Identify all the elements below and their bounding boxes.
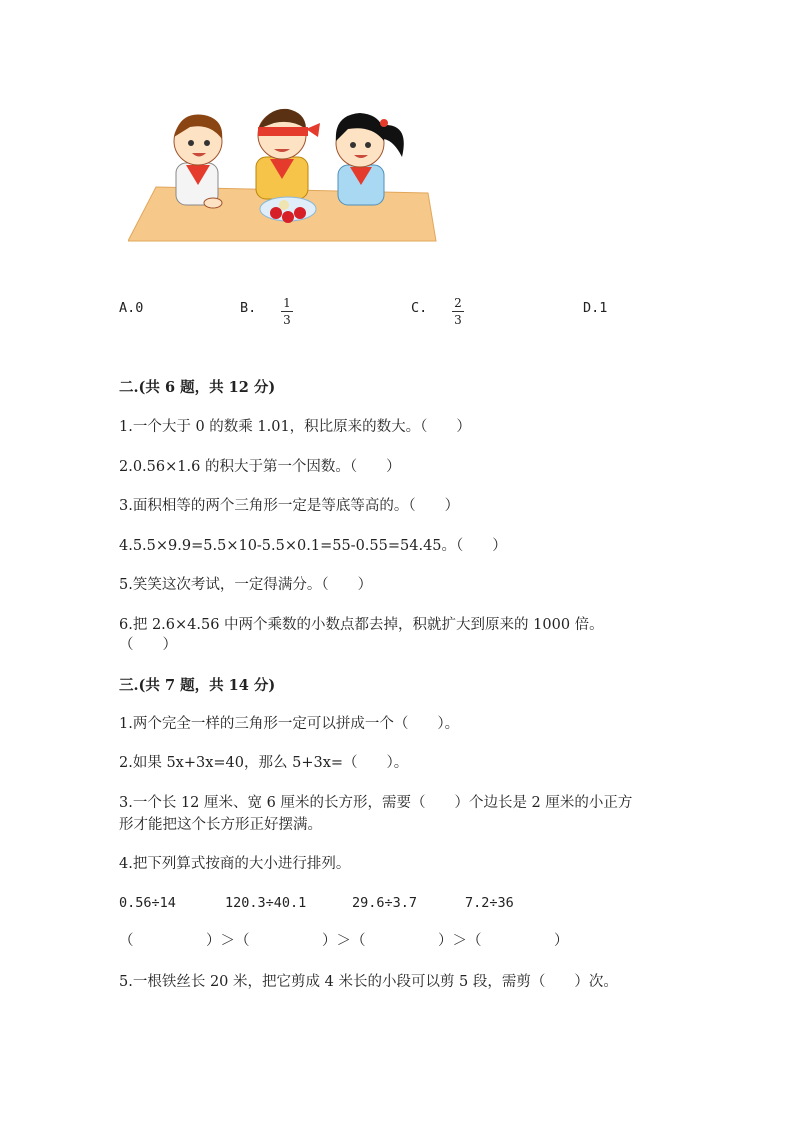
expression-3: 29.6÷3.7 bbox=[352, 895, 418, 911]
left-boy bbox=[174, 114, 222, 208]
question-2-5: 5.笑笑这次考试，一定得满分。（ ） bbox=[119, 577, 373, 593]
section-2-heading: 二.(共 6 题，共 12 分) bbox=[119, 379, 276, 396]
children-illustration bbox=[128, 105, 438, 245]
question-3-2: 2.如果 5x+3x=40，那么 5+3x=（ ）。 bbox=[119, 755, 409, 771]
question-3-3: 3.一个长 12 厘米、宽 6 厘米的长方形，需要（ ）个边长是 2 厘米的小正方 bbox=[119, 795, 633, 811]
question-2-4: 4.5.5×9.9=5.5×10-5.5×0.1=55-0.55=54.45。（ ） bbox=[119, 538, 507, 554]
expression-1: 0.56÷14 bbox=[119, 895, 176, 911]
question-3-5: 5.一根铁丝长 20 米，把它剪成 4 米长的小段可以剪 5 段，需剪（ ）次。 bbox=[119, 974, 618, 990]
option-a: A.0 bbox=[119, 300, 144, 316]
option-c-fraction bbox=[452, 296, 464, 327]
right-girl bbox=[336, 113, 404, 205]
fraction-denominator: 3 bbox=[283, 313, 291, 327]
question-2-6: 6.把 2.6×4.56 中两个乘数的小数点都去掉，积就扩大到原来的 1000 倍。 bbox=[119, 617, 604, 633]
expression-2: 120.3÷40.1 bbox=[225, 895, 307, 911]
expression-4: 7.2÷36 bbox=[465, 895, 514, 911]
question-3-3-cont: 形才能把这个长方形正好摆满。 bbox=[119, 817, 322, 833]
question-2-6-blank: （ ） bbox=[119, 637, 177, 653]
fraction-numerator: 1 bbox=[283, 296, 291, 310]
question-2-2: 2.0.56×1.6 的积大于第一个因数。（ ） bbox=[119, 459, 401, 475]
question-2-3: 3.面积相等的两个三角形一定是等底等高的。（ ） bbox=[119, 498, 460, 514]
option-b-label: B. bbox=[240, 300, 257, 316]
option-c-label: C. bbox=[411, 300, 428, 316]
question-2-1: 1.一个大于 0 的数乘 1.01，积比原来的数大。（ ） bbox=[119, 419, 471, 435]
fraction-denominator: 3 bbox=[454, 313, 462, 327]
question-3-4: 4.把下列算式按商的大小进行排列。 bbox=[119, 856, 351, 872]
fraction-numerator: 2 bbox=[454, 296, 462, 310]
ordering-blanks: （ ）＞（ ）＞（ ）＞（ ） bbox=[119, 933, 569, 949]
option-d: D.1 bbox=[583, 300, 608, 316]
question-3-1: 1.两个完全一样的三角形一定可以拼成一个（ ）。 bbox=[119, 716, 460, 732]
section-3-heading: 三.(共 7 题，共 14 分) bbox=[119, 677, 276, 694]
middle-boy bbox=[256, 109, 320, 199]
option-b-fraction bbox=[281, 296, 293, 327]
